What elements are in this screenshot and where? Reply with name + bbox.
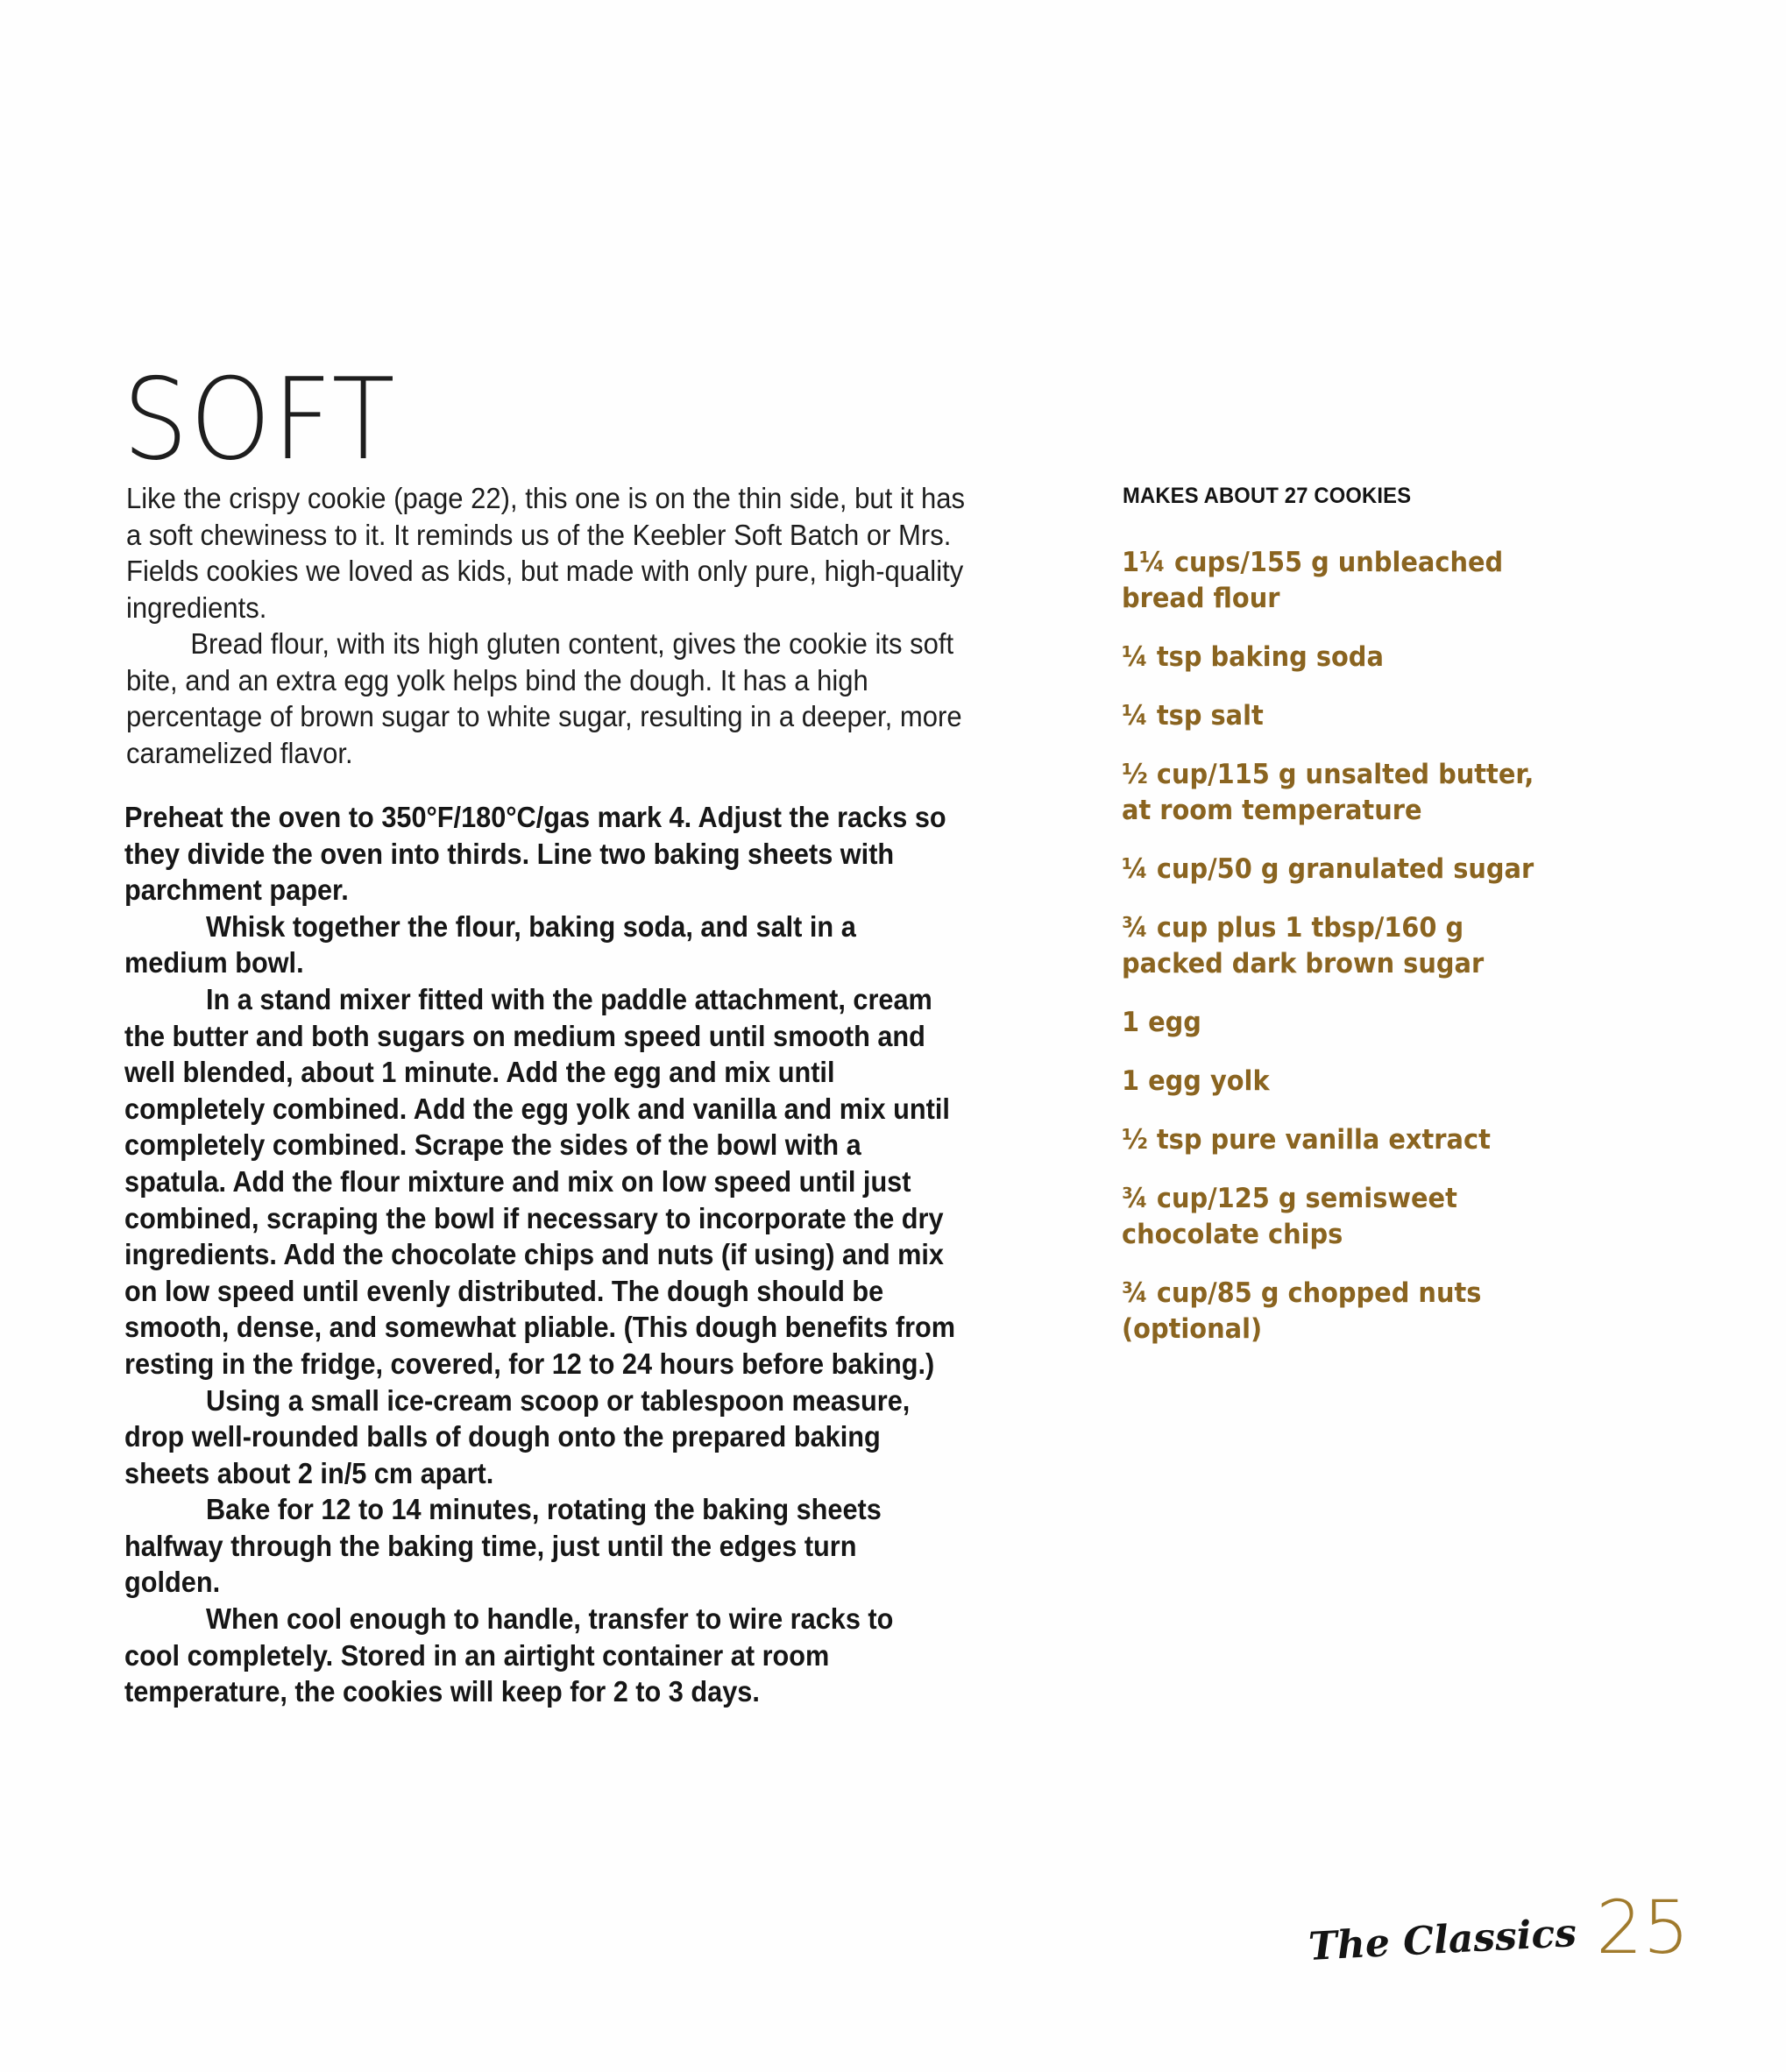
ingredient-item: ½ tsp pure vanilla extract	[1122, 1124, 1491, 1156]
ingredient-item: ¼ tsp baking soda	[1122, 641, 1384, 673]
method-step: Using a small ice-cream scoop or tablespoon measure, drop well-rounded balls of dough onto the prepared baking sheets about 2 in/5 cm apart.	[124, 1383, 911, 1489]
ingredient-item: 1 egg	[1122, 1007, 1201, 1038]
ingredient-item: ¼ tsp salt	[1122, 700, 1264, 732]
ingredient-list	[1122, 545, 1546, 1370]
ingredient-item: ¾ cup plus 1 tbsp/160 g packed dark brown sugar	[1122, 912, 1485, 979]
ingredient-item: ½ cup/115 g unsalted butter, at room temperature	[1122, 759, 1534, 826]
section-name: The Classics	[1307, 1911, 1578, 1969]
ingredient-item: 1 egg yolk	[1122, 1065, 1270, 1097]
method-step: In a stand mixer fitted with the paddle attachment, cream the butter and both sugars on medium speed until smooth and well blended, about 1 minute. Add the egg and mix until completely combined. Add the egg yolk and vanilla and mix until completely combined. Scrape the sides of the bowl with a spatula. Add the flour mixture and mix on low speed until just combined, scraping the bowl if necessary to incorporate the dry ingredients. Add the chocolate chips and nuts (if using) and mix on low speed until evenly distributed. The dough should be smooth, dense, and somewhat pliable. (This dough benefits from resting in the fridge, covered, for 12 to 24 hours before baking.)	[124, 982, 956, 1380]
recipe-title: SOFT	[123, 354, 397, 485]
intro-paragraph: Bread flour, with its high gluten content, gives the cookie its soft bite, and an extra egg yolk helps bind the dough. It has a high percentage of brown sugar to white sugar, resulting in a deeper, more caramelized flavor.	[126, 627, 962, 769]
recipe-method	[124, 799, 956, 1710]
page-number: 25	[1596, 1885, 1690, 1970]
method-step: When cool enough to handle, transfer to wire racks to cool completely. Stored in an airtight container at room temperature, the cookies will keep for 2 to 3 days.	[124, 1602, 894, 1708]
recipe-intro	[126, 480, 983, 771]
ingredient-item: 1¼ cups/155 g unbleached bread flour	[1122, 547, 1504, 614]
page-footer	[1307, 1885, 1690, 1970]
ingredient-item: ¼ cup/50 g granulated sugar	[1122, 853, 1534, 885]
ingredient-item: ¾ cup/85 g chopped nuts (optional)	[1122, 1277, 1482, 1345]
method-step: Whisk together the flour, baking soda, and salt in a medium bowl.	[124, 909, 856, 979]
ingredient-item: ¾ cup/125 g semisweet chocolate chips	[1122, 1183, 1457, 1250]
recipe-yield: MAKES ABOUT 27 COOKIES	[1123, 484, 1412, 508]
method-step: Bake for 12 to 14 minutes, rotating the baking sheets halfway through the baking time, just until the edges turn golden.	[124, 1493, 882, 1599]
intro-paragraph: Like the crispy cookie (page 22), this one is on the thin side, but it has a soft chewiness to it. It reminds us of the Keebler Soft Batch or Mrs. Fields cookies we loved as kids, but made with only pure, high-quality ingredients.	[126, 482, 966, 624]
method-step: Preheat the oven to 350°F/180°C/gas mark 4. Adjust the racks so they divide the oven into thirds. Line two baking sheets with parchment paper.	[124, 801, 946, 907]
